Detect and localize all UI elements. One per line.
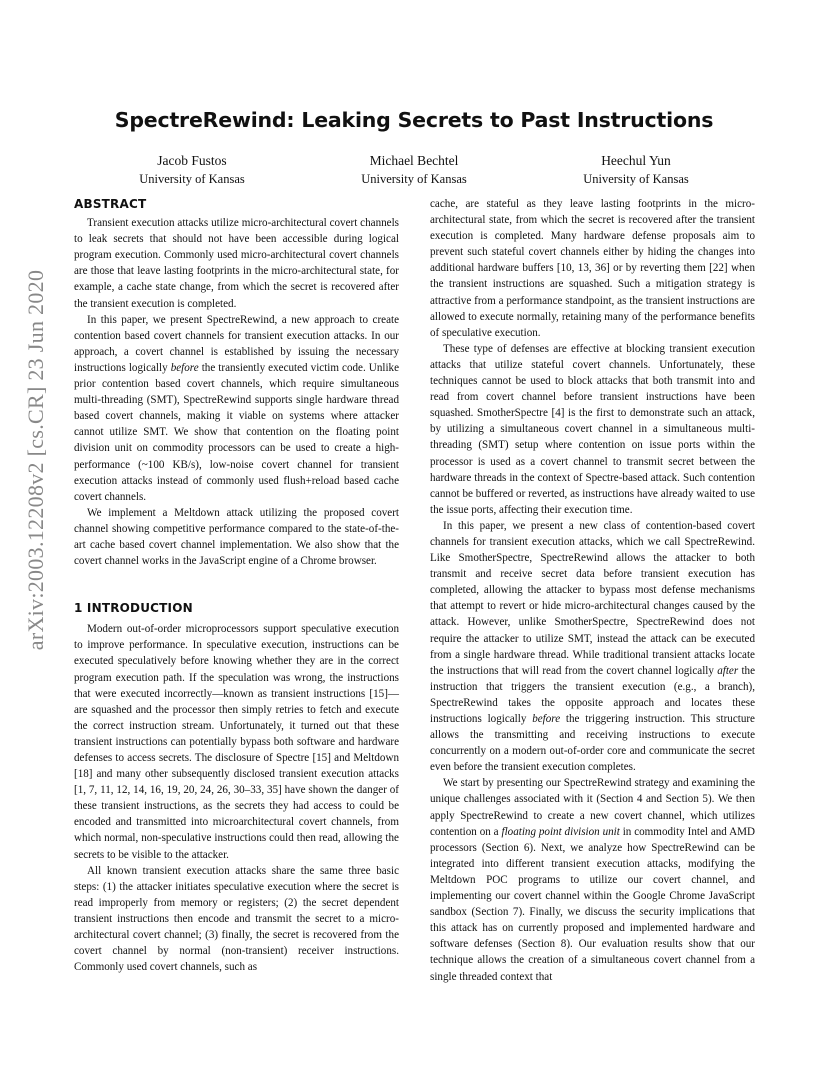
body-paragraph: Modern out-of-order microprocessors support speculative execution to improve performance. In speculative execution, instructions can be executed speculatively before knowing whether they are in the correct program execution path. If the speculation was wrong, the instructions that were executed incorrectly—known as transient instructions [15]—are squashed and the processor then simply retries to fetch and execute the correct instruction stream. Unfortunately, it turned out that these transient instructions can potentially bypass both software and hardware defenses to access secrets. The disclosure of Spectre [15] and Meltdown [18] and many other subsequently disclosed transient execution attacks [1, 7, 11, 12, 14, 16, 19, 20, 24, 26, 30–33, 35] have shown the danger of these transient instructions, as the secrets they had access to could be encoded and transmitted into microarchitectural covert channels, from which normal, non-speculative instructions could then read, allowing the secrets to be visible to the attacker. — [74, 623, 399, 861]
text-run: in commodity Intel and AMD processors (Section 6). Next, we analyze how SpectreRewind can be integrated into different transient execution attacks, modifying the Meltdown POC programs to utilize our covert channel, and implementing our covert channel within the Google Chrome JavaScript sandbox (Section 7). Finally, we discuss the security implications that this attack has on currently proposed and implemented hardware and software defenses (Section 8). Our evaluation results show that our technique allows the creation of a simultaneous covert channel from a single threaded context that — [430, 825, 755, 983]
body-paragraph — [430, 518, 755, 776]
abstract-paragraph — [74, 312, 399, 505]
text-run: the triggering instruction. This structure allows the transmitting and receiving instructions to execute concurrently on a modern out-of-order core and communicate the secret even before the transient execution completes. — [430, 713, 755, 774]
abstract-paragraph: Transient execution attacks utilize micro-architectural covert channels to leak secrets that should not have been accessible during logical program execution. Commonly used micro-architectural covert channels are those that leave lasting footprints in the micro-architectural state, for example, a cache state change, from which the secret is recovered after the transient execution is completed. — [74, 217, 399, 310]
emphasis: before — [532, 713, 561, 725]
author-affiliation: University of Kansas — [361, 172, 467, 186]
right-column — [430, 196, 755, 985]
author-affiliation: University of Kansas — [583, 172, 689, 186]
arxiv-identifier: arXiv:2003.12208v2 [cs.CR] 23 Jun 2020 — [23, 269, 48, 651]
text-run: We start by presenting our SpectreRewind strategy and examining the unique challenges associated with it (Section 4 and Section 5). We then apply SpectreRewind to create a new covert channel, which utilizes contention on a — [430, 777, 755, 838]
emphasis: after — [717, 664, 739, 677]
author-block — [516, 151, 756, 189]
text-run: the transiently executed victim code. Unlike prior contention based covert channels, which require simultaneous multi-threading (SMT), SpectreRewind supports single hardware thread based covert channels, making it viable on systems where attacker cannot utilize SMT. We show that contention on the floating point division unit on commodity processors can be used to create a high-performance (~100 KB/s), low-noise covert channel for transient execution attacks instead of commonly used flush+reload based cache covert channels. — [74, 361, 400, 503]
emphasis: floating point division unit — [501, 825, 620, 838]
body-paragraph: These type of defenses are effective at blocking transient execution attacks that utilize stateful covert channels. Unfortunately, these techniques cannot be used to block attacks that both transmit into and read from covert channel before transient instructions have been squashed. SmotherSpectre [4] is the first to demonstrate such an attack, by utilizing a simultaneous covert channel in a simultaneous multi-threading (SMT) setup where contention on issue ports within the processor is used as a covert channel to transmit secret between the hardware threads in the context of Spectre-based attack. Such contention cannot be buffered or reverted, as instructions have already waited to use the issue ports, affecting their execution time. — [430, 342, 755, 516]
author-name: Heechul Yun — [601, 153, 671, 168]
author-affiliation: University of Kansas — [139, 172, 245, 186]
author-block — [294, 151, 534, 189]
left-column — [74, 196, 399, 975]
body-paragraph — [430, 775, 755, 984]
author-name: Michael Bechtel — [369, 153, 459, 168]
author-block — [72, 151, 312, 189]
emphasis: before — [170, 361, 199, 374]
text-run: the instruction that triggers the transient execution (e.g., a branch), SpectreRewind takes the opposite approach and locates these instructions logically — [430, 664, 756, 725]
abstract-paragraph: We implement a Meltdown attack utilizing the proposed covert channel showing competitive performance compared to the state-of-the-art cache based covert channel implementation. We also show that the covert channel works in the JavaScript engine of a Chrome browser. — [74, 506, 399, 568]
body-paragraph: All known transient execution attacks share the same three basic steps: (1) the attacker initiates speculative execution where the secret is read improperly from memory or registers; (2) the secret dependent transient instructions then encode and transmit the secret to a micro-architectural covert channel; (3) finally, the secret is recovered from the covert channel by normal (non-transient) receiver instructions. Commonly used covert channels, such as — [74, 864, 399, 974]
paper-title: SpectreRewind: Leaking Secrets to Past Instructions — [114, 108, 714, 132]
text-run: In this paper, we present SpectreRewind, a new approach to create contention based covert channels for transient execution attacks. In our approach, a covert channel is established by issuing the necessary instructions logically — [74, 313, 399, 374]
introduction-heading: 1 INTRODUCTION — [74, 601, 193, 616]
body-paragraph: cache, are stateful as they leave lasting footprints in the micro-architectural state, from which the secret is recovered after the transient execution is completed. Many hardware defense proposals aim to prevent such stateful covert channels either by hiding the changes into additional hardware buffers [10, 13, 36] or by reverting them [22] when the transient instructions are squashed. Such a mitigation strategy is attractive from a performance standpoint, as the transient instructions are allowed to execute normally, retaining many of the performance benefits of speculative execution. — [430, 198, 755, 339]
text-run: In this paper, we present a new class of contention-based covert channels for transient execution attacks, which we call SpectreRewind. Like SmotherSpectre, SpectreRewind allows the attacker to both transmit and receive secret data before transient execution has completed, allowing the attacker to bypass most defense mechanisms that attempt to revert or hide micro-architectural changes caused by the attack. However, unlike SmotherSpectre, SpectreRewind does not require the attacker to utilize SMT, instead the attack can be executed from a single hardware thread. While traditional transient attacks locate the instructions that will read from the covert channel logically — [430, 519, 755, 677]
author-name: Jacob Fustos — [157, 153, 227, 168]
abstract-heading: ABSTRACT — [74, 197, 147, 211]
